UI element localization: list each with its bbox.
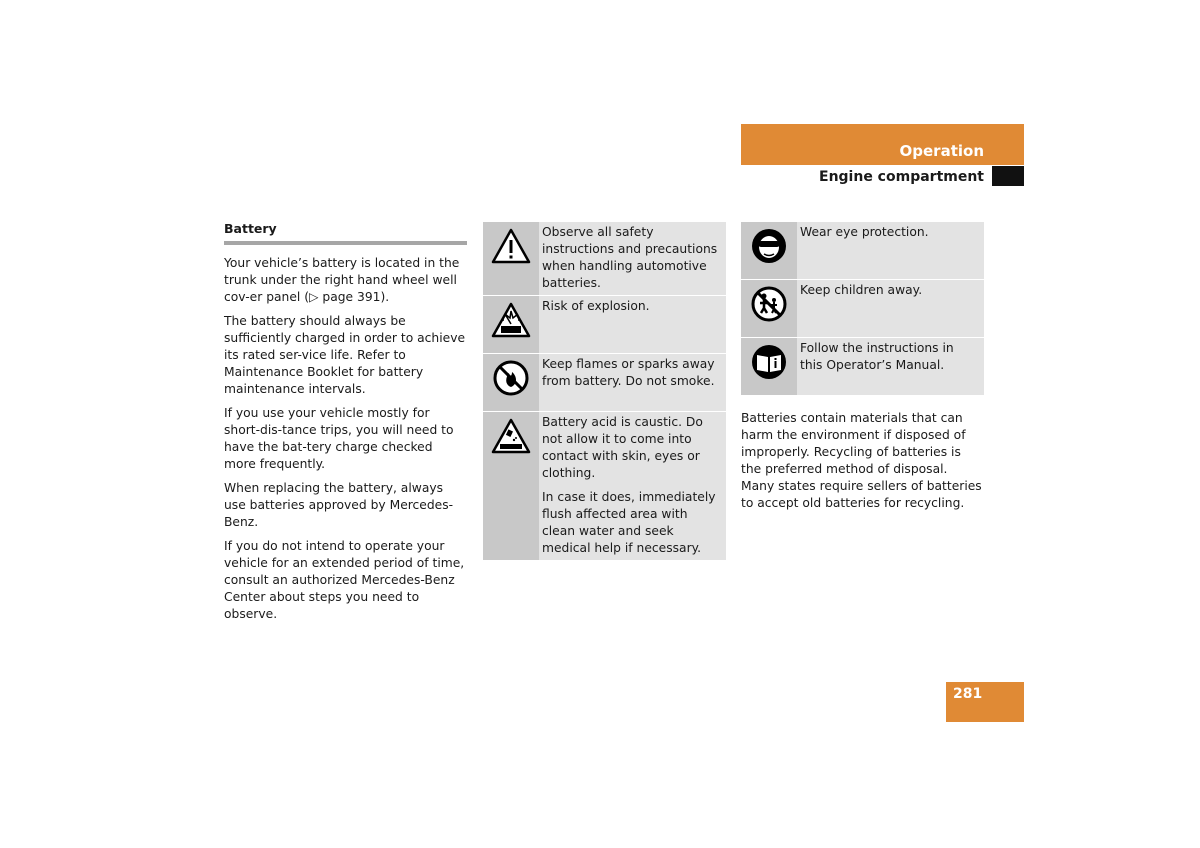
paragraph: Batteries contain materials that can harm the environment if disposed of improperly. Recycling of batteries is the preferred method of disposal. Many states require sellers of batteries to accept old batteries for recycling.	[741, 411, 982, 510]
warning-row	[483, 412, 726, 561]
warning-text: Keep children away.	[800, 283, 923, 297]
warning-text: Wear eye protection.	[800, 225, 929, 239]
paragraph: If you do not intend to operate your vehicle for an extended period of time, consult an authorized Mercedes-Benz Center about steps you need to observe.	[224, 539, 465, 621]
header-marker	[992, 166, 1024, 186]
manual-info-icon	[749, 342, 789, 382]
warning-text: Keep flames or sparks away from battery. Do not smoke.	[542, 357, 715, 388]
paragraph: The battery should always be sufficiently charged in order to achieve its rated ser-vice life. Refer to Maintenance Booklet for battery maintenance intervals.	[224, 314, 466, 396]
warning-row	[483, 296, 726, 354]
battery-heading: Battery	[224, 218, 467, 245]
warning-row	[741, 338, 984, 396]
keep-children-away-icon	[749, 284, 789, 324]
eye-protection-icon	[749, 226, 789, 266]
paragraph: If you use your vehicle mostly for short-dis-tance trips, you will need to have the bat-tery charge checked more frequently.	[224, 406, 454, 471]
warning-text: In case it does, immediately flush affected area with clean water and seek medical help if necessary.	[542, 490, 716, 555]
warning-text: Risk of explosion.	[542, 299, 650, 313]
warning-row	[483, 354, 726, 412]
warning-row	[741, 280, 984, 338]
warning-row	[741, 222, 984, 280]
right-column	[741, 410, 984, 519]
paragraph: Your vehicle’s battery is located in the trunk under the right hand wheel well cov-er panel (▷ page 391).	[224, 256, 460, 304]
warning-table-left	[483, 222, 726, 561]
page-number: 281	[946, 682, 1024, 722]
subsection-title: Engine compartment	[819, 169, 984, 185]
left-column	[224, 218, 467, 630]
warning-text: Follow the instructions in this Operator’s Manual.	[800, 341, 954, 372]
section-title: Operation	[899, 142, 984, 160]
paragraph: When replacing the battery, always use batteries approved by Mercedes-Benz.	[224, 481, 454, 529]
warning-text: Battery acid is caustic. Do not allow it to come into contact with skin, eyes or clothing.	[542, 415, 703, 480]
warning-triangle-icon	[490, 226, 532, 266]
warning-text: Observe all safety instructions and precautions when handling automotive batteries.	[542, 225, 718, 290]
warning-row	[483, 222, 726, 296]
explosion-icon	[490, 300, 532, 340]
no-flames-icon	[491, 358, 531, 398]
acid-hazard-icon	[490, 416, 532, 456]
section-header	[741, 124, 1024, 165]
warning-table-right	[741, 222, 984, 396]
